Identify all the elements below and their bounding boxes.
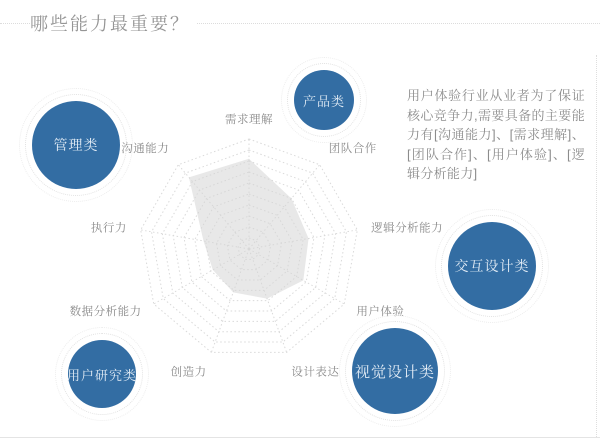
category-circle	[448, 222, 536, 310]
category-circle-label: 视觉设计类	[354, 363, 435, 381]
category-circle-label: 产品类	[302, 93, 345, 109]
page-title: 哪些能力最重要？	[30, 13, 196, 35]
radar-axis-label: 用户体验	[356, 306, 405, 318]
radar-data-polygon	[189, 159, 309, 299]
category-circle	[352, 328, 438, 414]
radar-axis-label: 设计表达	[291, 366, 340, 379]
category-circle-label: 交互设计类	[454, 258, 530, 274]
category-circle-label: 用户研究类	[67, 367, 138, 383]
bottom-divider	[0, 437, 600, 438]
category-circle	[68, 340, 136, 408]
radar-axis-label: 数据分析能力	[69, 306, 142, 318]
radar-axis-label: 逻辑分析能力	[371, 222, 444, 235]
radar-axis-label: 沟通能力	[121, 143, 170, 156]
radar-axis-label: 需求理解	[225, 114, 273, 126]
radar-axis-label: 创造力	[170, 366, 207, 379]
summary-paragraph: 用户体验行业从业者为了保证核心竞争力,需要具备的主要能力有[沟通能力]、[需求理解]、[团队合作]、[用户体验]、[逻辑分析能力]	[407, 88, 585, 181]
radar-axis-label: 团队合作	[328, 143, 377, 156]
right-edge-divider	[596, 55, 597, 437]
category-circle	[294, 70, 354, 130]
radar-axis-label: 执行力	[90, 222, 127, 235]
category-circle-label: 管理类	[53, 137, 99, 153]
category-circle	[32, 101, 120, 189]
